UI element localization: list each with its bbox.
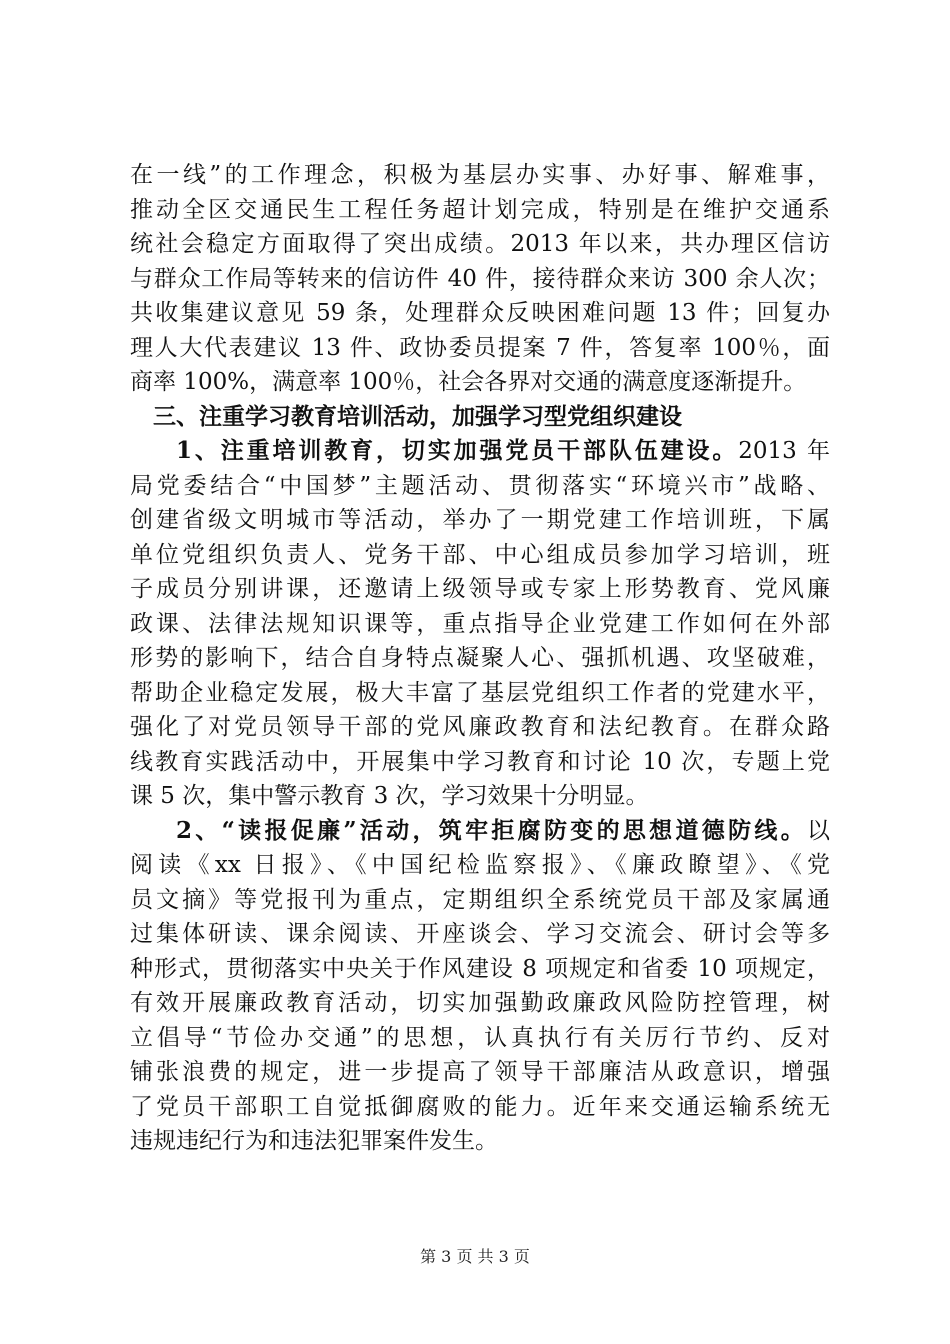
text-line-first [130, 814, 830, 849]
text-line: 政课、法律法规知识课等，重点指导企业党建工作如何在外部 [130, 610, 830, 637]
document-body [130, 158, 830, 1159]
text-line: 单位党组织负责人、党务干部、中心组成员参加学习培训，班 [130, 541, 830, 568]
text-line: 与群众工作局等转来的信访件 40 件，接待群众来访 300 余人次； [130, 265, 830, 292]
text-line: 有效开展廉政教育活动，切实加强勤政廉政风险防控管理，树 [130, 990, 830, 1016]
paragraph-2 [130, 434, 830, 814]
text-line: 商率 100%，满意率 100％，社会各界对交通的满意度逐渐提升。 [130, 369, 807, 395]
text-line: 局党委结合“中国梦”主题活动、贯彻落实“环境兴市”战略、 [130, 472, 830, 499]
text-line: 线教育实践活动中，开展集中学习教育和讨论 10 次，专题上党 [130, 748, 830, 775]
paragraph-lead-rest: 以 [807, 817, 830, 844]
paragraph-lead: 1、注重培训教育，切实加强党员干部队伍建设。 [176, 437, 739, 464]
text-line: 帮助企业稳定发展，极大丰富了基层党组织工作者的党建水平， [130, 679, 830, 706]
text-line: 共收集建议意见 59 条，处理群众反映困难问题 13 件；回复办 [130, 300, 830, 326]
text-line: 违规违纪行为和违法犯罪案件发生。 [130, 1128, 498, 1154]
text-line: 强化了对党员领导干部的党风廉政教育和法纪教育。在群众路 [130, 714, 830, 740]
text-line: 创建省级文明城市等活动，举办了一期党建工作培训班，下属 [130, 507, 830, 533]
section-heading: 三、注重学习教育培训活动，加强学习型党组织建设 [153, 402, 682, 430]
text-line: 在一线”的工作理念，积极为基层办实事、办好事、解难事， [130, 162, 830, 188]
text-line: 统社会稳定方面取得了突出成绩。2013 年以来，共办理区信访 [130, 231, 830, 257]
page-footer: 第 3 页 共 3 页 [420, 1247, 530, 1266]
text-line: 推动全区交通民生工程任务超计划完成，特别是在维护交通系 [130, 196, 830, 223]
text-line: 子成员分别讲课，还邀请上级领导或专家上形势教育、党风廉 [130, 576, 830, 602]
paragraph-lead: 2、“读报促廉”活动，筑牢拒腐防变的思想道德防线。 [176, 816, 807, 844]
paragraph-1 [130, 158, 830, 400]
text-line-first [130, 434, 830, 469]
text-line: 铺张浪费的规定，进一步提高了领导干部廉洁从政意识，增强 [130, 1059, 830, 1085]
text-line: 过集体研读、课余阅读、开座谈会、学习交流会、研讨会等多 [130, 921, 830, 947]
text-line: 阅读《xx 日报》、《中国纪检监察报》、《廉政瞭望》、《党 [130, 852, 830, 878]
paragraph-lead-rest: 2013 年 [738, 438, 830, 464]
text-line: 种形式，贯彻落实中央关于作风建设 8 项规定和省委 10 项规定， [130, 955, 830, 982]
text-line: 立倡导“节俭办交通”的思想，认真执行有关厉行节约、反对 [130, 1024, 830, 1051]
text-line: 了党员干部职工自觉抵御腐败的能力。近年来交通运输系统无 [130, 1093, 830, 1120]
text-line: 理人大代表建议 13 件、政协委员提案 7 件，答复率 100％，面 [130, 334, 830, 361]
text-line: 员文摘》等党报刊为重点，定期组织全系统党员干部及家属通 [130, 886, 830, 913]
paragraph-3 [130, 814, 830, 1159]
text-line: 形势的影响下，结合自身特点凝聚人心、强抓机遇、攻坚破难， [130, 645, 830, 671]
text-line: 课 5 次，集中警示教育 3 次，学习效果十分明显。 [130, 783, 649, 809]
